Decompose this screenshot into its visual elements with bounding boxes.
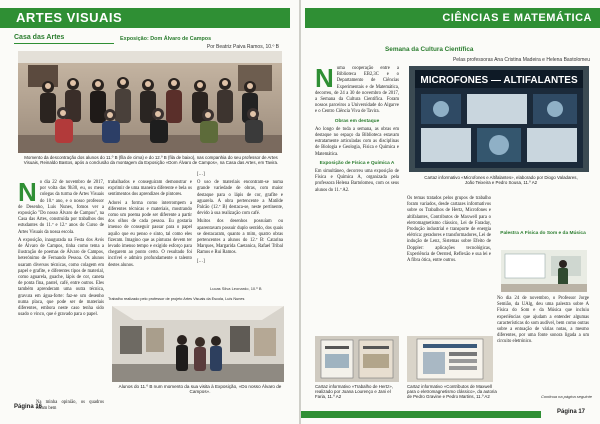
intro-paragraph: uma cooperação entre a Biblioteca EB2,3C e o Departamento de Ciências Experimentais e de Matemática, decorreu, de 24 a 30 de novembro de 2017, a Semana da Cultura Científica. Foram nossos parceiros a Universidade do Algarve e o Centro Ciência Viva de Tavira.: [315, 66, 399, 115]
page-number-left: Página 16: [14, 404, 43, 410]
heading-palestra: Palestra A Física do Som e da Música: [500, 231, 586, 236]
byline-right: Pelas professoras Ana Cristina Madeira e Helena Bastolomeu: [452, 57, 590, 63]
col2-paragraph-1: trabalhados e conseguiram demonstrar e exprimir de uma maneira diferente e bela os sentimentos dos aprendizes de pintores.: [108, 180, 192, 198]
lecture-photo: [501, 250, 587, 292]
col3-paragraph-1: O uso de materiais encontram-se numa grande variedade de obras, com maior destaque para o lápis de cor, grafite e aguarela. A obra pertencente a Matilde Palcão (12.º B) destaca-se, neste pertinente, devido à sua realização com café.: [197, 180, 283, 217]
group-photo: [18, 51, 282, 153]
poster-caption: Cartaz informativo «Microfones e Altifalantes», elaborado por Diogo Valadares, João Teixeira e Pedro Sousa, 11.º A2: [424, 175, 578, 186]
col1-continuation: Na minha opinião, os quadros foram bem: [36, 400, 104, 412]
poster-title: MICROFONES — ALTIFALANTES: [420, 75, 578, 86]
section-banner-artes: ARTES VISUAIS: [0, 8, 290, 28]
drop-cap-right: N: [315, 63, 334, 93]
section-banner-ciencias: CIÊNCIAS E MATEMÁTICA: [305, 8, 600, 28]
byline: Por Beatriz Paiva Ramos, 10.º B: [206, 44, 279, 50]
continued-note: Continua na página seguinte: [541, 394, 592, 399]
left-page: [0, 0, 299, 424]
heading-obras: Obras em destaque: [334, 118, 380, 124]
article-title: Casa das Artes: [14, 34, 65, 41]
gallery-photo: [112, 306, 284, 382]
paragraph-temas: Os temas tratados pelos grupos de trabalho foram variados, desde cartazes informativos sobre os Trabalhos de Hertz, Microfones e altifalantes, Contributos de Maxwell para o eletromagnetismo clássico, Lei de Faraday, Produção industrial e transporte de energia elétrica: geradores e transformadores, Lei de indução de Lenz, Sistemas sobre Efeito de Doppler: aplicações tecnológicas, Experiência de Oersted, Reflexão e sua lei e A fibra ótica, entre outros.: [407, 196, 491, 264]
col3-credit: Lucas Silva Leonardo, 10.º B: [210, 286, 262, 291]
hertz-poster-photo: [315, 336, 399, 382]
paragraph-exposicao: Em simultâneo, decorreu uma exposição de Física e Química A, organizada pela professora Helena Bartolomeu, com os seus alunos do 11.º A2.: [315, 169, 399, 193]
gallery-photo-caption: Alunos do 11.º B num momento da sua visita à Exposição, «Do nosso Álvaro de Campos».: [118, 384, 282, 395]
hertz-poster-caption: Cartaz informativo «Trabalho de Hertz», realizado por Joana Lourenço e Jani el Faria, 11.º A2: [315, 384, 393, 400]
mid-caption: Trabalho realizado pelo professor de projeto Artes Visuais da Escola, Luís Nunes: [108, 297, 245, 301]
col1-paragraph-2: A exposição, inaugurada na Festa dos Avós de Álvaro de Campos, tinha como tema a ilustração de poemas de Álvaro de Campos, heterónimo de Fernando Pessoa. Os alunos usaram diversos técnicas, como colagem em papel e grafite, e diferentes tipos de material, como aguarela, guache, lápis de cor, caneta de ponta fina, pastel, café, entre outros. Eles também aprenderam uma outra técnica, gravura em água-forte: faz-se um desenho numa placa, que pode ser de materiais diferentes, embora neste caso tenha sido usado o vinco, que é gravado para o papel.: [18, 237, 104, 318]
col2-paragraph-2: Adorei a forma como interrompem a diferentes técnicas e materiais, mostrando como um poema pode ser diferente a partir dos olhos de cada pessoa. Eu gostaria imenso de conseguir passar para o papel aquilo que eu penso e sinto, tal como eles fizeram. Imagino que as pinturas devem ter levado imenso tempo e exigido esforço para chegarem ao ponto certo. O resultado foi incrível e admiro profundamente o talento destes alunos.: [108, 200, 192, 268]
drop-cap: N: [18, 177, 37, 207]
right-column-1: [315, 63, 399, 196]
paragraph-obras: Ao longo de toda a semana, as obras em destaque no espaço da Biblioteca estavam estratamente articuladas com as disciplinas de Biologia e Geologia, Física e Química e Matemática.: [315, 126, 399, 157]
right-page: [301, 0, 600, 424]
article-column-1: [18, 177, 104, 320]
right-column-2: [407, 196, 491, 266]
col3-paragraph-2: Muitos dos desenhos possuíam ou aparentavam possuir duplo sentido, dos quais se destacaram, quanto a mim, quatro obras pertencentes a alunos do 12.º B: Catarina Marques, Margarida Caetanica, Rafael Tribal Ramos e Rui Ramos.: [197, 219, 283, 256]
paragraph-palestra: No dia 24 de novembro, o Professor Jorge Semião, da UAlg, deu uma palestra sobre A Física do Som e da Música que incluiu experiências que ajudam a entender algumas características do som audível, bem como outras sobre a entoação de várias notas, a mesmo diferentes, por uma fonte sonora ligada a um circuito eletrónico.: [497, 296, 589, 345]
article-title-right: Semana da Cultura Científica: [385, 46, 474, 53]
maxwell-poster-photo: [407, 336, 493, 382]
poster-photo: [409, 66, 589, 172]
right-column-3: [497, 228, 589, 239]
article-column-2: [108, 180, 192, 271]
col1-paragraph-1: o dia 22 de novembro de 2017, por volta das 9h30, eu, os meus colegas da turma de Artes Visuais do 10.º ano, e o nosso professor de Desenho, Luís Nunes, fomos ver a exposição "Do nosso Álvaro de Campos", na Casa das Artes, construída por trabalhos dos estudantes do 11.º e 12.º anos do Curso de Artes Visuais da nossa escola.: [18, 180, 104, 235]
article-subtitle: Exposição: Dom Álvaro de Campos: [120, 36, 212, 42]
title-rule: [14, 43, 114, 44]
page-number-right: Página 17: [557, 409, 586, 415]
article-column-3: [197, 172, 283, 267]
col3-ellipsis-2: […]: [197, 258, 205, 264]
footer-bar-right: [301, 411, 541, 418]
heading-exposicao: Exposição de Física e Química A: [319, 160, 395, 166]
group-photo-caption: Momento da descontração dos alunos do 11.º B (fila de cima) e do 12.º B (fila de baixo), nas companhia do seu professor de Artes Visuais, Reinaldo Bastos, após a conclusão da montagem da Exposição «Dom Álvaro de Campos», na Casa das Artes, em Tavira.: [23, 155, 279, 166]
maxwell-poster-caption: Cartaz informativo «Contributos de Maxwell para o eletromagnetismo clássico», da autoria de Pedro Gravine e Pedro Martins, 11.º A2: [407, 384, 497, 400]
col3-ellipsis-1: […]: [197, 172, 205, 177]
right-column-3-body: [497, 296, 589, 348]
